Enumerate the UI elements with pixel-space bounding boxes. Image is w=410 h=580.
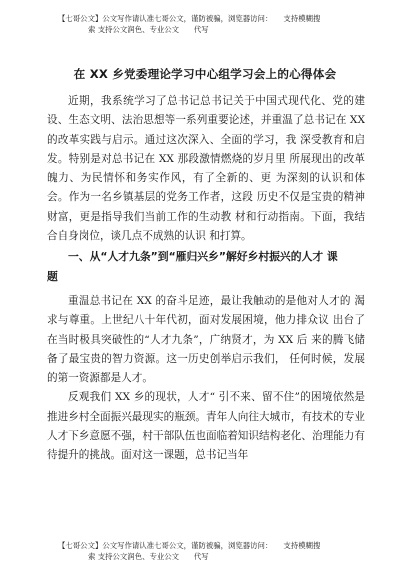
paragraph-talent-status: 反观我们 XX 乡的现状，人才“ 引不来、留不住”的困境依然是推进乡村全面振兴最现实的瓶颈。青年人向往大城市，有技术的专业人才下乡意愿不强，村干部队伍也面临着知识结构老化、治理能力有待提升的挑战。面对这一课题，总书记当年 xyxy=(47,391,365,462)
page-footer xyxy=(58,541,358,562)
page-header xyxy=(58,14,358,35)
header-line-2: 索 支持公文润色、专业公文 代写 xyxy=(88,24,209,34)
paragraph-intro: 近期，我系统学习了总书记总书记关于中国式现代化、党的建设、生态文明、法治思想等一系列重要论述，并重温了总书记在 XX 的改革实践与启示。通过这次深入、全面的学习，我 深受教育和启发。特别是对总书记在 XX 那段激情燃烧的岁月里 所展现出的改革魄力、为民情怀和务实作风，有了全新的、更 为深刻的认识和体会。作为一名乡镇基层的党务工作者，这段 历史不仅是宝贵的精神财富，更是指导我们当前工作的生动教 材和行动指南。下面，我结合自身岗位，谈几点不成熟的认识 和打算。 xyxy=(47,95,365,243)
document-body xyxy=(47,92,365,466)
paragraph-talent-history: 重温总书记在 XX 的奋斗足迹，最让我触动的是他对人才的 渴求与尊重。上世纪八十年代初，面对发展困境，他力排众议 出台了在当时极具突破性的“人才九条”，广纳贤才，为 XX 后 来的腾飞储备了最宝贵的智力资源。这一历史创举启示我们， 任何时候，发展的第一资源都是人才。 xyxy=(47,294,365,385)
header-line-1: 【七哥公文】公文写作请认准七哥公文，谨防被骗，浏览器访问： 支持模糊搜 xyxy=(58,14,321,23)
section-heading-1-tail: 题 xyxy=(47,269,58,283)
footer-line-2: 索 支持公文润色、专业公文 代写 xyxy=(88,551,209,561)
section-heading-1-text: 一、从“人才九条”到“雁归兴乡”解好乡村振兴的人才 课 xyxy=(68,250,338,264)
footer-line-1: 【七哥公文】公文写作请认准七哥公文，谨防被骗，浏览器访问： 支持模糊搜 xyxy=(58,541,321,550)
document-title: 在 XX 乡党委理论学习中心组学习会上的心得体会 xyxy=(73,67,337,81)
section-heading-1 xyxy=(47,247,365,286)
